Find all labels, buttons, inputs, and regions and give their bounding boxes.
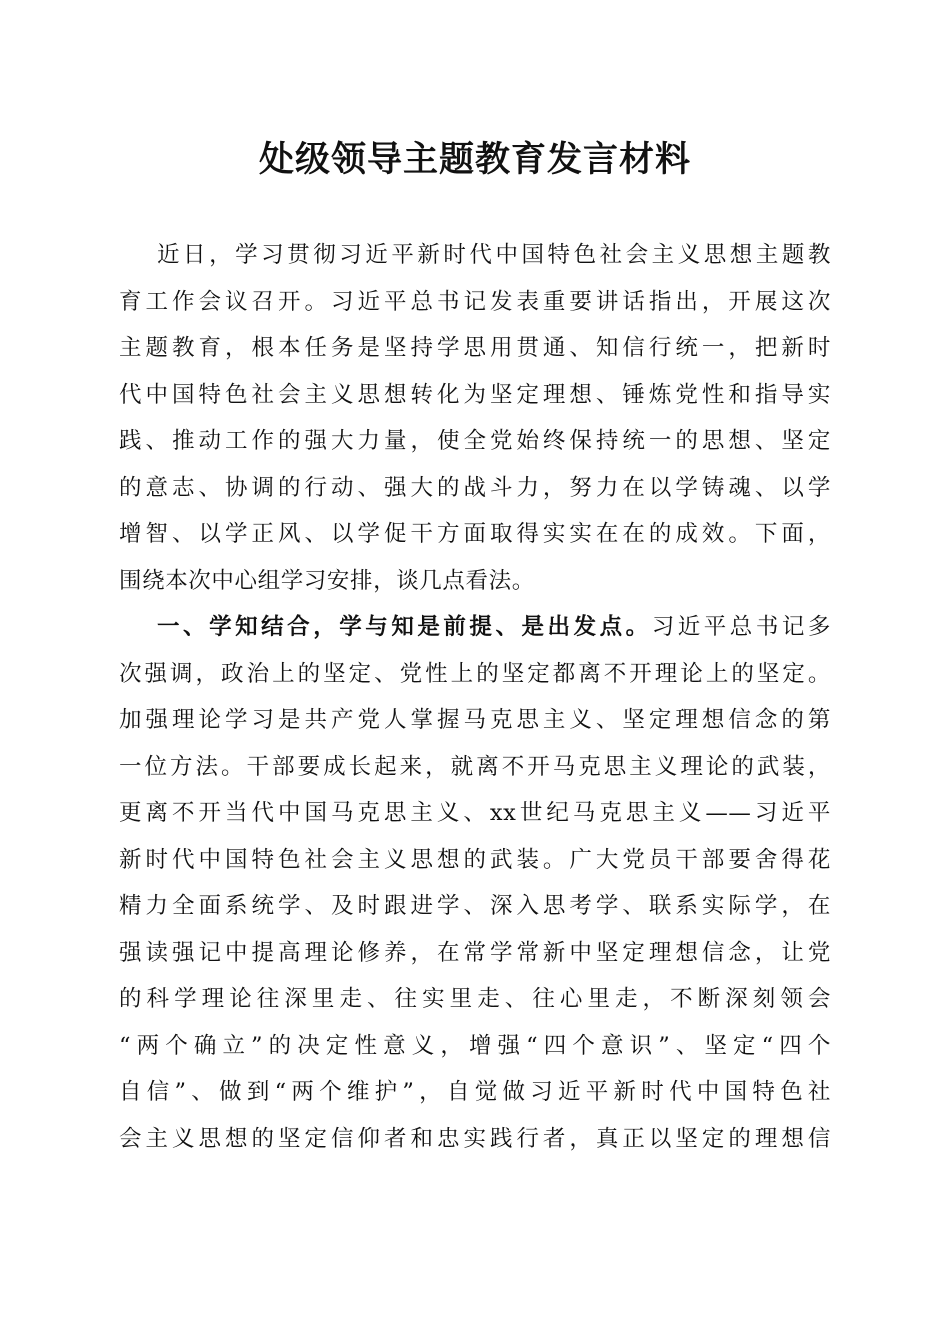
section-1-line-9: 的科学理论往深里走、往实里走、往心里走，不断深刻领会 (119, 986, 831, 1012)
section-1-line-11: 自信”、做到“两个维护”，自觉做习近平新时代中国特色社 (119, 1079, 831, 1105)
section-1-first-line-tail: 习近平总书记多 (651, 614, 832, 640)
section-1-first-line (119, 604, 831, 651)
section-1-line-12: 会主义思想的坚定信仰者和忠实践行者，真正以坚定的理想信 (119, 1125, 831, 1152)
section-1-line-2: 次强调，政治上的坚定、党性上的坚定都离不开理论上的坚定。 (119, 660, 831, 687)
section-1-line-6: 新时代中国特色社会主义思想的武装。广大党员干部要舍得花 (119, 846, 831, 873)
section-1-line-3: 加强理论学习是共产党人掌握马克思主义、坚定理想信念的第 (119, 707, 831, 733)
section-1-line-7: 精力全面系统学、及时跟进学、深入思考学、联系实际学，在 (119, 893, 831, 919)
document-title: 处级领导主题教育发言材料 (258, 139, 691, 180)
section-1-line-5: 更离不开当代中国马克思主义、xx世纪马克思主义——习近平 (119, 800, 831, 826)
paragraph-1-line-3: 主题教育，根本任务是坚持学思用贯通、知信行统一，把新时 (119, 335, 831, 361)
section-1-heading: 一、学知结合，学与知是前提、是出发点。 (157, 614, 652, 640)
paragraph-1-line-5: 践、推动工作的强大力量，使全党始终保持统一的思想、坚定 (119, 428, 831, 454)
section-1-line-10: “两个确立”的决定性意义，增强“四个意识”、坚定“四个 (119, 1032, 831, 1059)
paragraph-1-line-6: 的意志、协调的行动、强大的战斗力，努力在以学铸魂、以学 (119, 474, 831, 501)
document-body (119, 232, 831, 1162)
paragraph-1-line-2: 育工作会议召开。习近平总书记发表重要讲话指出，开展这次 (119, 288, 831, 315)
paragraph-1-line-1: 近日，学习贯彻习近平新时代中国特色社会主义思想主题教 (157, 242, 831, 268)
paragraph-1-line-4: 代中国特色社会主义思想转化为坚定理想、锤炼党性和指导实 (119, 381, 831, 408)
paragraph-1-line-7: 增智、以学正风、以学促干方面取得实实在在的成效。下面， (119, 521, 831, 547)
paragraph-1-line-8: 围绕本次中心组学习安排，谈几点看法。 (119, 567, 535, 594)
section-1-line-4: 一位方法。干部要成长起来，就离不开马克思主义理论的武装， (119, 753, 831, 780)
section-1-line-8: 强读强记中提高理论修养，在常学常新中坚定理想信念，让党 (119, 939, 831, 966)
